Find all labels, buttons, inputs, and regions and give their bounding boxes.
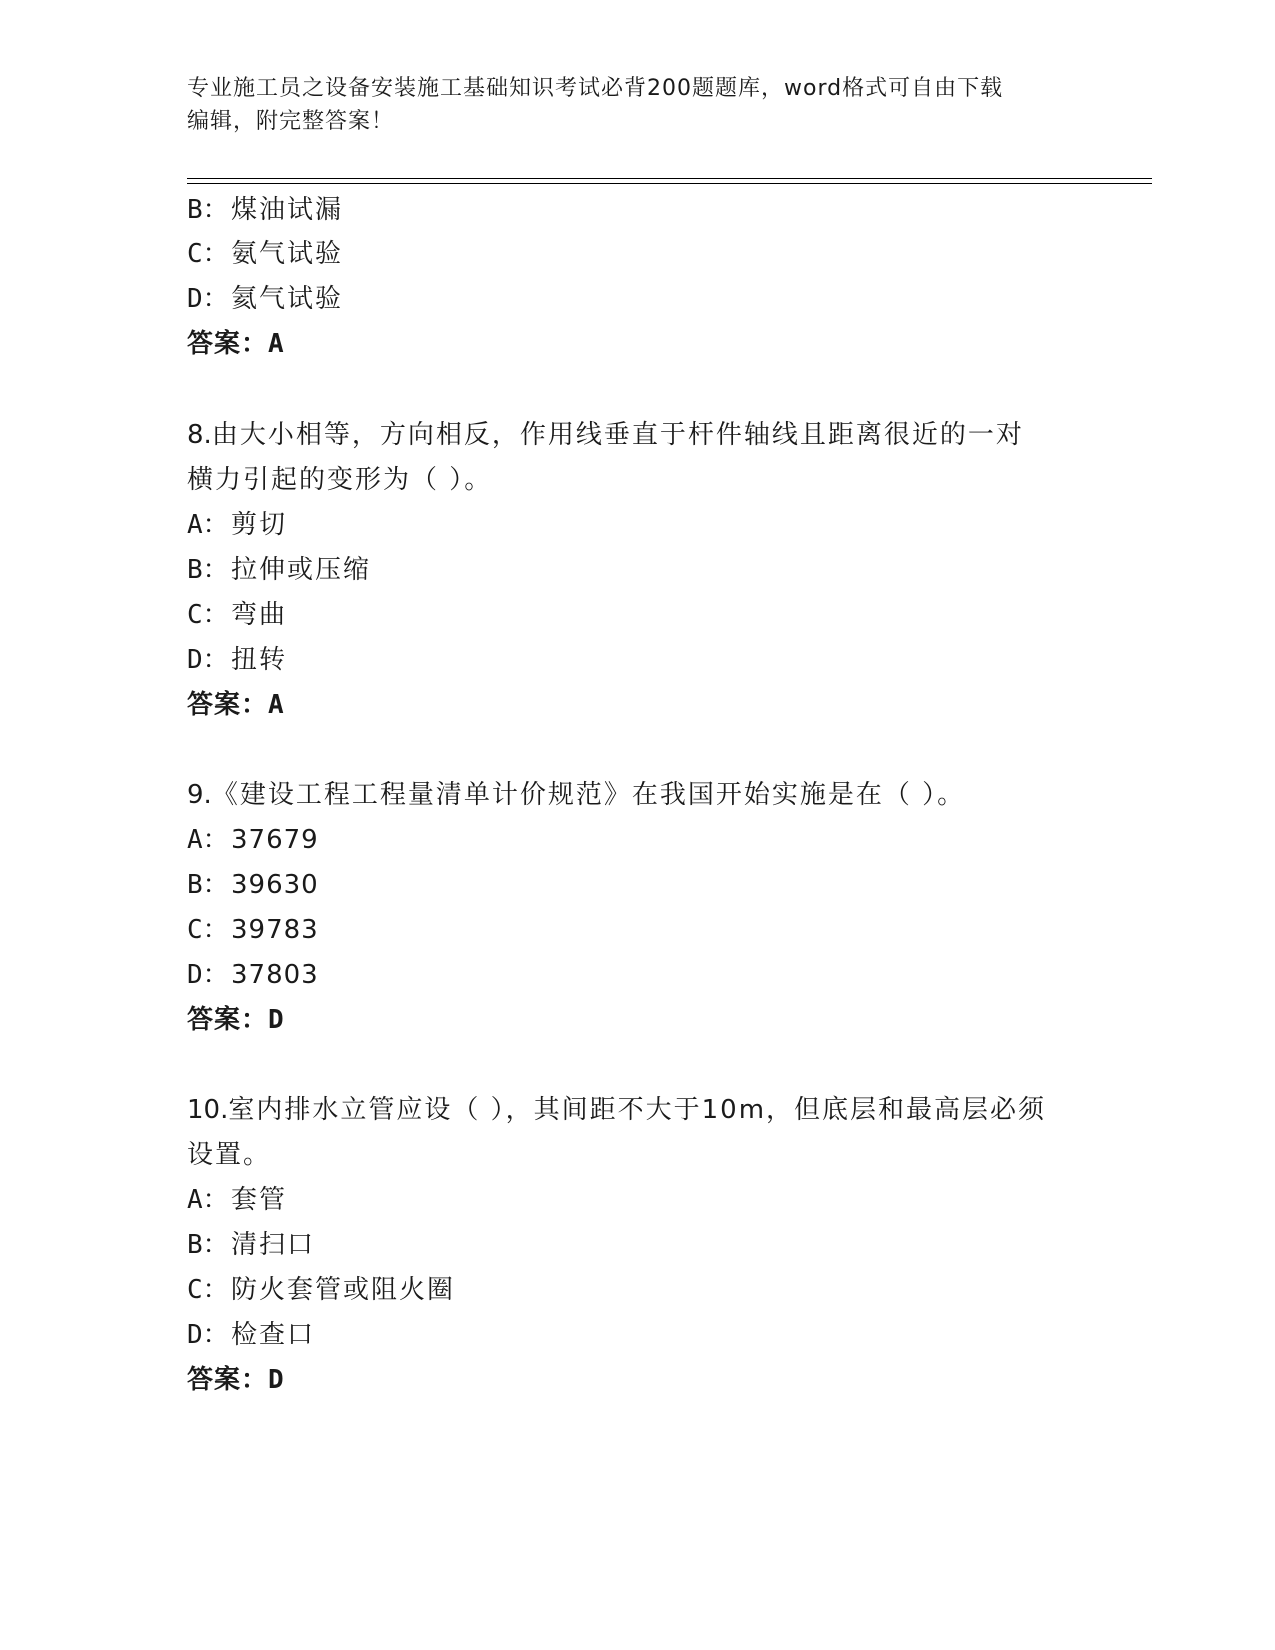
question-stem: 《建设工程工程量清单计价规范》在我国开始实施是在（ ）。 (211, 780, 966, 810)
option-d (187, 643, 287, 677)
option-d (187, 282, 343, 316)
option-key: D： (187, 960, 229, 990)
answer-line (187, 1003, 285, 1037)
option-key: A： (187, 1185, 229, 1215)
question-stem: 室内排水立管应设（ ），其间距不大于10m，但底层和最高层必须 (228, 1095, 1047, 1125)
option-text: 扭转 (231, 645, 288, 675)
option-key: D： (187, 1320, 229, 1350)
option-b (187, 193, 343, 227)
option-text: 清扫口 (231, 1230, 316, 1260)
header-divider-bottom (187, 183, 1152, 184)
option-c (187, 598, 287, 632)
option-text: 剪切 (231, 510, 288, 540)
option-key: A： (187, 510, 229, 540)
option-c (187, 913, 319, 947)
document-header (187, 72, 1087, 138)
option-text: 煤油试漏 (231, 195, 344, 225)
option-key: A： (187, 825, 229, 855)
option-text: 拉伸或压缩 (231, 555, 372, 585)
option-key: B： (187, 1230, 229, 1260)
option-text: 37803 (231, 960, 319, 990)
option-text: 套管 (231, 1185, 288, 1215)
option-b (187, 553, 371, 587)
answer-value: A (268, 329, 285, 359)
option-d (187, 1318, 315, 1352)
option-key: B： (187, 555, 229, 585)
option-text: 弯曲 (231, 600, 288, 630)
answer-value: D (268, 1365, 285, 1395)
question-number: 8. (187, 420, 212, 450)
question-10-stem-line-1 (187, 1093, 1046, 1127)
question-8-stem-line-1 (187, 418, 1024, 452)
answer-line (187, 327, 285, 361)
answer-line (187, 688, 285, 722)
answer-value: D (268, 1005, 285, 1035)
answer-label: 答案： (187, 690, 269, 720)
question-9-stem-line-1 (187, 778, 965, 812)
option-text: 39630 (231, 870, 319, 900)
question-number: 9. (187, 780, 212, 810)
option-text: 37679 (231, 825, 319, 855)
answer-line (187, 1363, 285, 1397)
option-text: 防火套管或阻火圈 (231, 1275, 456, 1305)
option-key: C： (187, 600, 229, 630)
option-text: 氨气试验 (231, 239, 344, 269)
option-b (187, 1228, 315, 1262)
option-key: B： (187, 195, 229, 225)
option-text: 检查口 (231, 1320, 316, 1350)
option-key: C： (187, 239, 229, 269)
option-a (187, 508, 287, 542)
option-key: B： (187, 870, 229, 900)
header-line-2: 编辑，附完整答案！ (187, 109, 395, 134)
option-a (187, 1183, 287, 1217)
option-b (187, 868, 319, 902)
header-divider-top (187, 178, 1152, 179)
question-number: 10. (187, 1095, 229, 1125)
question-8-stem-line-2: 横力引起的变形为（ ）。 (187, 465, 493, 495)
option-key: C： (187, 1275, 229, 1305)
option-d (187, 958, 319, 992)
answer-label: 答案： (187, 1005, 269, 1035)
option-c (187, 237, 343, 271)
option-text: 氦气试验 (231, 284, 344, 314)
option-key: D： (187, 284, 229, 314)
option-key: C： (187, 915, 229, 945)
option-text: 39783 (231, 915, 319, 945)
option-a (187, 823, 319, 857)
answer-label: 答案： (187, 329, 269, 359)
question-stem: 由大小相等，方向相反，作用线垂直于杆件轴线且距离很近的一对 (211, 420, 1024, 450)
option-key: D： (187, 645, 229, 675)
answer-value: A (268, 690, 285, 720)
header-line-1: 专业施工员之设备安装施工基础知识考试必背200题题库，word格式可自由下载 (187, 76, 1004, 101)
question-10-stem-line-2: 设置。 (187, 1140, 272, 1170)
option-c (187, 1273, 455, 1307)
answer-label: 答案： (187, 1365, 269, 1395)
